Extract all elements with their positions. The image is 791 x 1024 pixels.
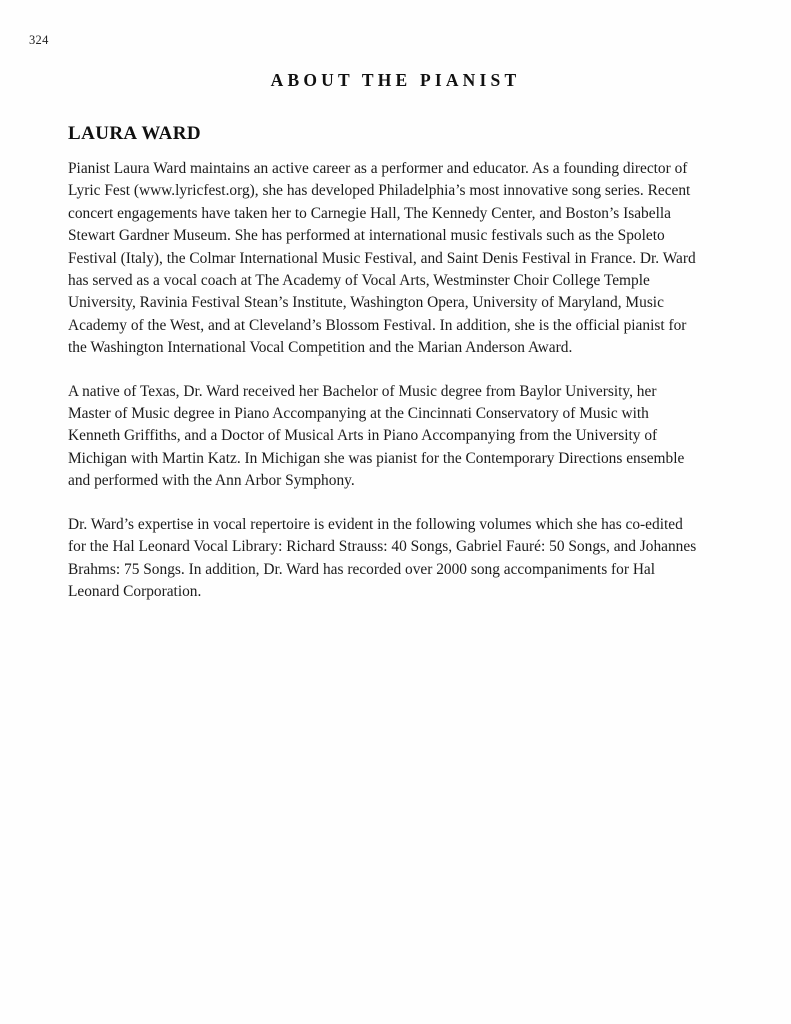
page-body (68, 123, 702, 603)
page-number: 324 (29, 33, 49, 47)
section-heading: ABOUT THE PIANIST (270, 70, 521, 90)
bio-paragraph: Dr. Ward’s expertise in vocal repertoire is evident in the following volumes which she has co-edited for the Hal Leonard Vocal Library: Richard Strauss: 40 Songs, Gabriel Fauré: 50 Songs, and Johannes Brahms: 75 Songs. In addition, Dr. Ward has recorded over 2000 song accompaniments for Hal Leonard Corporation. (68, 515, 697, 600)
person-name-heading: LAURA WARD (68, 123, 201, 144)
bio-paragraph: A native of Texas, Dr. Ward received her Bachelor of Music degree from Baylor University, her Master of Music degree in Piano Accompanying at the Cincinnati Conservatory of Music with Kenneth Griffiths, and a Doctor of Musical Arts in Piano Accompanying from the University of Michigan with Martin Katz. In Michigan she was pianist for the Contemporary Directions ensemble and performed with the Ann Arbor Symphony. (68, 382, 685, 490)
bio-paragraph: Pianist Laura Ward maintains an active career as a performer and educator. As a founding director of Lyric Fest (www.lyricfest.org), she has developed Philadelphia’s most innovative song series. Recent concert engagements have taken her to Carnegie Hall, The Kennedy Center, and Boston’s Isabella Stewart Gardner Museum. She has performed at international music festivals such as the Spoleto Festival (Italy), the Colmar International Music Festival, and Saint Denis Festival in France. Dr. Ward has served as a vocal coach at The Academy of Vocal Arts, Westminster Choir College Temple University, Ravinia Festival Stean’s Institute, Washington Opera, University of Maryland, Music Academy of the West, and at Cleveland’s Blossom Festival. In addition, she is the official pianist for the Washington International Vocal Competition and the Marian Anderson Award. (68, 160, 696, 357)
